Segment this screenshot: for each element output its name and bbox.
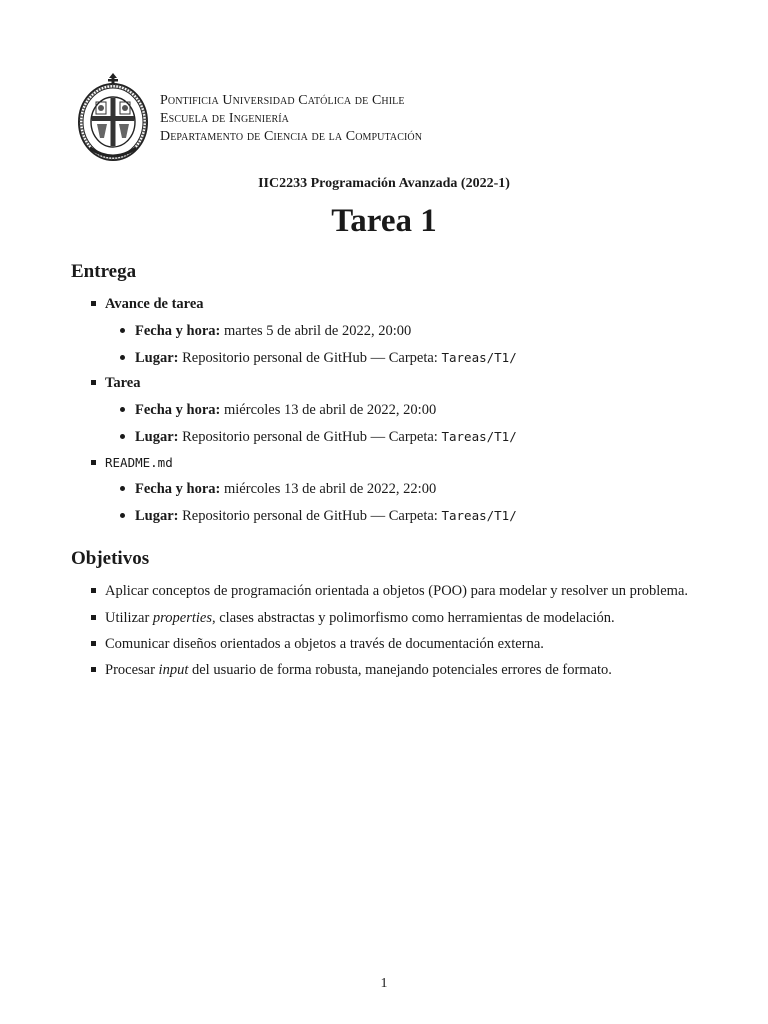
- assignment-title: Tarea 1: [331, 203, 437, 239]
- course-title: IIC2233 Programación Avanzada (2022-1): [258, 176, 510, 191]
- list-item: Avance de tarea: [91, 296, 204, 313]
- department-name: Departamento de Ciencia de la Computación: [160, 129, 423, 144]
- list-item: Fecha y hora: miércoles 13 de abril de 2022, 22:00: [120, 481, 436, 498]
- list-item: Lugar: Repositorio personal de GitHub — Carpeta: Tareas/T1/: [120, 429, 517, 446]
- list-item: Aplicar conceptos de programación orientada a objetos (POO) para modelar y resolver un problema.: [91, 583, 688, 600]
- square-bullet-icon: [91, 641, 96, 646]
- square-bullet-icon: [91, 667, 96, 672]
- round-bullet-icon: [120, 434, 125, 439]
- list-item: Fecha y hora: martes 5 de abril de 2022, 20:00: [120, 323, 411, 340]
- square-bullet-icon: [91, 380, 96, 385]
- university-name: Pontificia Universidad Católica de Chile: [160, 93, 405, 108]
- entrega-heading: Entrega: [71, 261, 137, 282]
- header: [76, 72, 422, 164]
- university-seal-icon: [76, 72, 150, 164]
- list-item: Comunicar diseños orientados a objetos a través de documentación externa.: [91, 636, 544, 653]
- list-item: Lugar: Repositorio personal de GitHub — Carpeta: Tareas/T1/: [120, 508, 517, 525]
- square-bullet-icon: [91, 301, 96, 306]
- page-number: 1: [380, 976, 388, 991]
- round-bullet-icon: [120, 328, 125, 333]
- list-item: README.md: [91, 455, 173, 472]
- list-item: Lugar: Repositorio personal de GitHub — Carpeta: Tareas/T1/: [120, 350, 517, 367]
- round-bullet-icon: [120, 513, 125, 518]
- round-bullet-icon: [120, 407, 125, 412]
- list-item: Fecha y hora: miércoles 13 de abril de 2022, 20:00: [120, 402, 436, 419]
- list-item: Tarea: [91, 375, 140, 392]
- objetivos-heading: Objetivos: [71, 548, 150, 569]
- square-bullet-icon: [91, 615, 96, 620]
- round-bullet-icon: [120, 355, 125, 360]
- square-bullet-icon: [91, 460, 96, 465]
- square-bullet-icon: [91, 588, 96, 593]
- round-bullet-icon: [120, 486, 125, 491]
- school-name: Escuela de Ingeniería: [160, 111, 289, 126]
- institution-block: [160, 92, 422, 146]
- list-item: Procesar input del usuario de forma robusta, manejando potenciales errores de formato.: [91, 662, 612, 679]
- list-item: Utilizar properties, clases abstractas y polimorfismo como herramientas de modelación.: [91, 610, 615, 627]
